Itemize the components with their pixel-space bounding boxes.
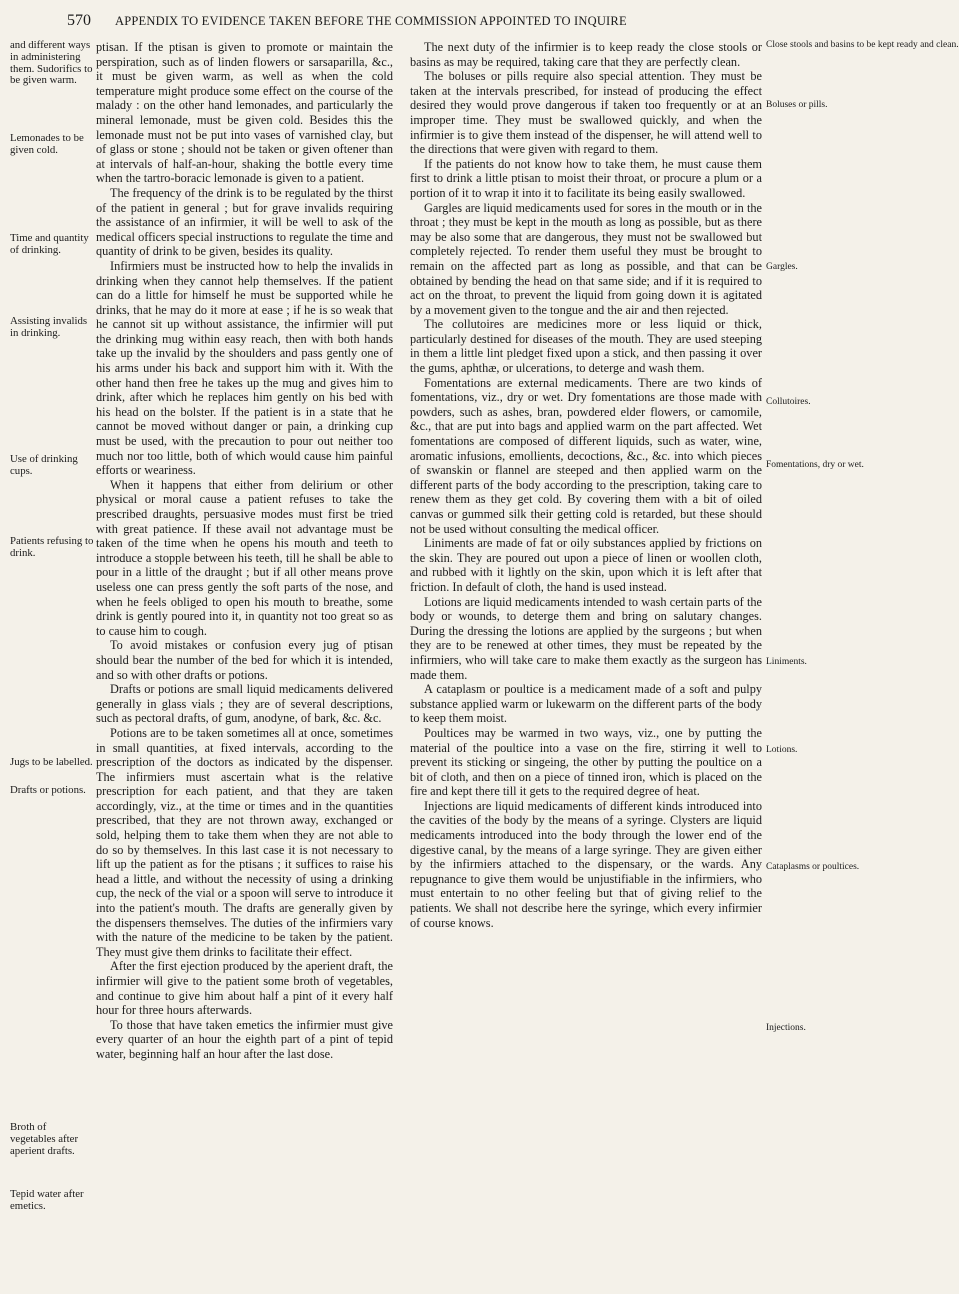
paragraph: Lotions are liquid medicaments intended to wash certain parts of the body or wounds, to deterge them and bring on salutary changes. During the dressing the lotions are applied by the surgeons ; but when they are to be renewed at other times, they must be repeated by the infirmiers, who will take care to make them exactly as the surgeon has made them. xyxy=(410,594,762,682)
paragraph: Injections are liquid medicaments of different kinds introduced into the cavities of the body by the means of a syringe. Clysters are liquid medicaments introduced into the body through the lower end of the digestive canal, by the means of a large syringe. They are given either by the infirmiers attached to the dispensary, or the wards. Any repugnance to give them would be unjustifiable in the infirmiers, who must entertain to no other feeling but that of giving relief to the patients. We shall not describe here the syringe, which every infirmier of course knows. xyxy=(410,798,762,930)
margin-note: Liniments. xyxy=(766,657,807,667)
margin-note: Use of drinking cups. xyxy=(10,453,78,477)
paragraph: To avoid mistakes or confusion every jug of ptisan should bear the number of the bed for which it is intended, and so with other drafts or potions. xyxy=(96,638,393,682)
margin-note: Patients refusing to drink. xyxy=(10,535,94,559)
paragraph: ptisan. If the ptisan is given to promote or maintain the perspiration, such as of linden flowers or sarsaparilla, &c., it must be given warm, as well as when the cold temperature might produce some effect on the course of the malady : on the other hand lemonades, and particularly the mineral lemonade, must be given cold. Besides this the lemonade must not be put into vases of varnished clay, but of glass or stone ; should not be taken or given oftener than at intervals of half-an-hour, shaking the bottle every time when the tartro-boracic lemonade is given to a patient. xyxy=(96,40,393,186)
margin-note: Close stools and basins to be kept ready and clean. xyxy=(766,40,959,50)
paragraph: Infirmiers must be instructed how to help the invalids in drinking when they cannot help themselves. If the patient can do a little for himself he must be supported while he drinks, that he may do it more at ease ; if he is so weak that he cannot sit up without assistance, the infirmier will put the drinking mug within easy reach, then with both hands take up the invalid by the shoulders and pass gently one of his arms under his back and support him with it. With the other hand then free he takes up the mug and gives him to drink, after which he replaces him gently on his bed with his head on the bolster. If the patient is in a state that he cannot be moved without danger or pain, a drinking cup must be used, with the precaution to pour out neither too much nor too little, both of which would cause him painful efforts or weariness. xyxy=(96,258,393,478)
margin-note: Drafts or potions. xyxy=(10,784,86,796)
paragraph: Liniments are made of fat or oily substances applied by frictions on the skin. They are poured out upon a piece of linen or woollen cloth, and rubbed with it lightly on the skin, upon which it is left after that friction. In default of cloth, the hand is used instead. xyxy=(410,536,762,594)
paragraph: Drafts or potions are small liquid medicaments delivered generally in glass vials ; they are of several descriptions, such as pectoral drafts, of gum, anodyne, of bark, &c. &c. xyxy=(96,682,393,726)
margin-note: Time and quantity of drinking. xyxy=(10,232,89,256)
margin-note: Fomentations, dry or wet. xyxy=(766,460,864,470)
margin-note: Tepid water after emetics. xyxy=(10,1188,84,1212)
paragraph: Poultices may be warmed in two ways, viz., one by putting the material of the poultice into a vase on the fire, stirring it well to prevent its sticking or singeing, the other by putting the poultice on a bit of cloth, and then on a piece of tinned iron, which is placed on the fire and kept there till it gets to the required degree of heat. xyxy=(410,725,762,799)
paragraph: After the first ejection produced by the aperient draft, the infirmier will give to the patient some broth of vegetables, and continue to give him about half a pint of it every half hour for three hours afterwards. xyxy=(96,959,393,1018)
margin-note: Boluses or pills. xyxy=(766,100,828,110)
margin-note: Broth of vegetables after aperient drafts. xyxy=(10,1121,79,1157)
paragraph: Gargles are liquid medicaments used for sores in the mouth or in the throat ; they must be kept in the mouth as long as possible, but as there may be also some that are dangerous, they must not be swallowed but completely rejected. To render them useful they must be brought to remain on the affected part as long as possible, and that can be obtained by bending the head on that same side; and if it is required to act on the throat, to prevent the liquid from going down it is agitated by a movement given to the tongue and the air and then rejected. xyxy=(410,200,762,317)
paragraph: If the patients do not know how to take them, he must cause them first to drink a little ptisan to moist their throat, or procure a plum or a portion of it to wrap it into it to facilitate its being easily swallowed. xyxy=(410,156,762,200)
page-header xyxy=(0,10,800,38)
margin-note: Cataplasms or poultices. xyxy=(766,862,860,872)
paragraph: To those that have taken emetics the infirmier must give every quarter of an hour the eighth part of a pint of tepid water, beginning half an hour after the last dose. xyxy=(96,1017,393,1061)
right-text-column xyxy=(410,40,762,930)
paragraph: Potions are to be taken sometimes all at once, sometimes in small quantities, at fixed intervals, according to the prescription of the doctors as indicated by the dispenser. The infirmiers must ascertain what is the relative prescription for each patient, and that they are taken accordingly, viz., at the time or times and in the quantities prescribed, that they are not thrown away, exchanged or sold, helping them to take them when they are not able to do so by themselves. In this last case it is not necessary to lift up the patient as for the ptisans ; it suffices to raise his head a little, and without the necessity of using a drinking cup, the neck of the vial or a spoon will serve to introduce it into the patient's mouth. The drafts are generally given by the dispensers themselves. The duties of the infirmiers vary with the nature of the medicine to be taken by the patient. They must give them drinks to facilitate their effect. xyxy=(96,725,393,959)
paragraph: Fomentations are external medicaments. There are two kinds of fomentations, viz., dry or wet. Dry fomentations are those made with powders, such as ashes, bran, powdered elder flowers, or camomile, &c., that are put into bags and applied warm on the part affected. Wet fomentations are composed of different liquids, such as water, wine, aromatic infusions, emollients, decoctions, &c., &c. into which pieces of swanskin or flannel are steeped and then applied warm on the different parts of the body according to the prescription, taking care to renew them as they get cold. By covering them with a bit of oiled canvas or gummed silk their getting cold is retarded, but these should not be used without consulting the medical officer. xyxy=(410,375,762,536)
running-title: APPENDIX TO EVIDENCE TAKEN BEFORE THE COMMISSION APPOINTED TO INQUIRE xyxy=(115,14,627,28)
margin-note: Jugs to be labelled. xyxy=(10,756,93,768)
paragraph: The next duty of the infirmier is to keep ready the close stools or basins as may be required, taking care that they are perfectly clean. xyxy=(410,40,762,69)
margin-note: Lotions. xyxy=(766,745,798,755)
margin-note: Collutoires. xyxy=(766,397,811,407)
margin-note: and different ways in administering them. Sudorifics to be given warm. xyxy=(10,39,93,87)
left-text-column xyxy=(96,40,393,1062)
page-number: 570 xyxy=(67,12,91,29)
paragraph: The frequency of the drink is to be regulated by the thirst of the patient in general ; but for grave invalids requiring the assistance of an infirmier, it will be well to ask of the medical officers special instructions to regulate the time and quantity of drink to be given, besides its quality. xyxy=(96,185,393,259)
margin-note: Lemonades to be given cold. xyxy=(10,132,84,156)
margin-note: Assisting invalids in drinking. xyxy=(10,315,88,339)
paragraph: When it happens that either from delirium or other physical or moral cause a patient refuses to take the prescribed draughts, persuasive modes must first be tried with great patience. If these avail not advantage must be taken of the time when he opens his mouth and teeth to introduce a stopple between his teeth, till he shall be able to pour in a little of the draught ; but if all other means prove useless one can press gently the soft parts of the nose, and when he feels obliged to open his mouth to breathe, some drink is gently poured into it, in quantity not too great so as to cause him to cough. xyxy=(96,477,393,638)
paragraph: The boluses or pills require also special attention. They must be taken at the intervals prescribed, for instead of producing the effect desired they would prove dangerous if taken too frequently or at an improper time. They must be swallowed quickly, and when the infirmier is to give them instead of the dispenser, he will attend well to the directions that were given with regard to them. xyxy=(410,69,762,157)
margin-note: Injections. xyxy=(766,1023,806,1033)
margin-note: Gargles. xyxy=(766,262,798,272)
paragraph: A cataplasm or poultice is a medicament made of a soft and pulpy substance applied warm or lukewarm on the different parts of the body to keep them moist. xyxy=(410,682,762,726)
paragraph: The collutoires are medicines more or less liquid or thick, particularly destined for diseases of the mouth. They are used steeping in them a little lint pledget fixed upon a stick, and then passing it over the gums, aphthæ, or ulcerations, to deterge and wash them. xyxy=(410,317,762,376)
